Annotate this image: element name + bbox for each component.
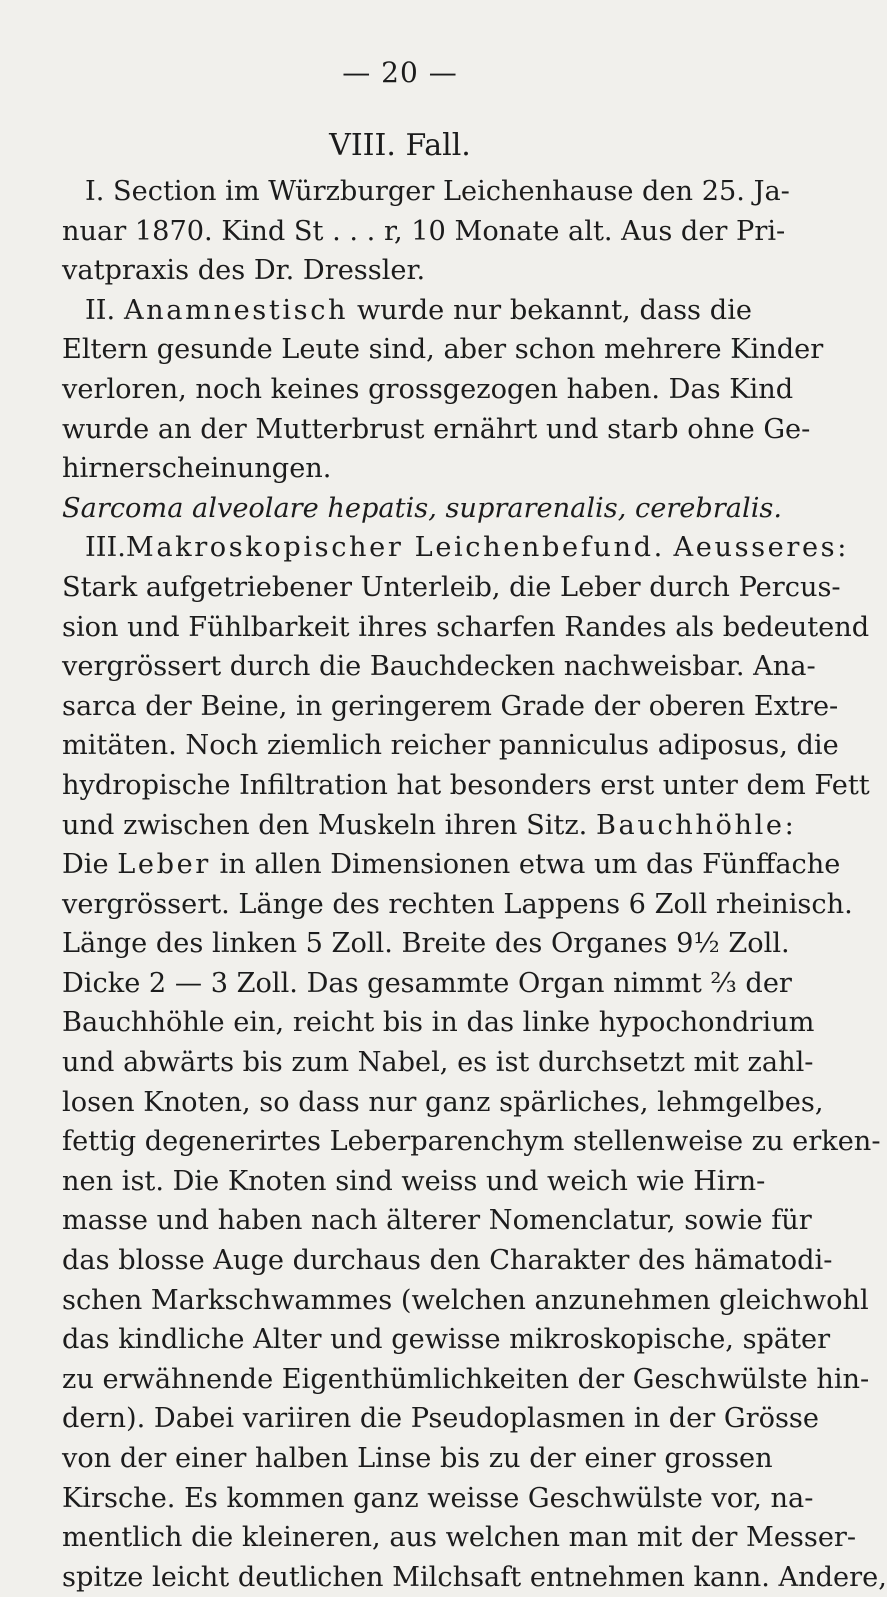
text-line: hydropische Infiltration hat besonders erst unter dem Fett <box>62 769 870 801</box>
text-line: hirnerscheinungen. <box>62 453 332 485</box>
text-line: II. Anamnestisch wurde nur bekannt, dass die <box>85 294 752 326</box>
text-line: sarca der Beine, in geringerem Grade der oberen Extre- <box>62 690 839 722</box>
text-line: sion und Fühlbarkeit ihres scharfen Randes als bedeutend <box>62 611 870 643</box>
section-ii-number: II. <box>85 294 116 326</box>
text-line: Bauchhöhle ein, reicht bis in das linke hypochondrium <box>62 1007 815 1039</box>
text-line: vatpraxis des Dr. Dressler. <box>62 255 426 287</box>
text-line: und abwärts bis zum Nabel, es ist durchsetzt mit zahl- <box>62 1047 814 1079</box>
page-number: — 20 — <box>342 56 458 89</box>
text-line: vergrössert. Länge des rechten Lappens 6 Zoll rheinisch. <box>62 888 853 920</box>
text-line: Stark aufgetriebener Unterleib, die Leber durch Percus- <box>62 571 841 603</box>
body-text <box>62 172 887 1597</box>
text-line: mentlich die kleineren, aus welchen man mit der Messer- <box>62 1522 857 1554</box>
text-line: Kirsche. Es kommen ganz weisse Geschwülste vor, na- <box>62 1482 814 1514</box>
text-line: von der einer halben Linse bis zu der einer grossen <box>62 1443 773 1474</box>
text-line: Eltern gesunde Leute sind, aber schon mehrere Kinder <box>62 334 824 366</box>
text-line: schen Markschwammes (welchen anzunehmen gleichwohl <box>62 1284 869 1316</box>
section-iii-number: III. <box>85 532 126 564</box>
text-line: Die Leber in allen Dimensionen etwa um das Fünffache <box>62 849 841 881</box>
text-line: spitze leicht deutlichen Milchsaft entnehmen kann. Andere, <box>62 1561 887 1593</box>
anamnesis-label: Anamnestisch <box>123 294 349 326</box>
text-line: zu erwähnende Eigenthümlichkeiten der Geschwülste hin- <box>62 1363 870 1395</box>
text-line: fettig degenerirtes Leberparenchym stellenweise zu erken- <box>62 1126 881 1158</box>
liver-label: Leber <box>117 849 211 881</box>
text-line: mitäten. Noch ziemlich reicher panniculus adiposus, die <box>62 730 839 762</box>
exterior-label: Aeusseres: <box>673 532 849 564</box>
text-line: nuar 1870. Kind St . . . r, 10 Monate alt. Aus der Pri- <box>62 215 786 247</box>
text-line: vergrössert durch die Bauchdecken nachweisbar. Ana- <box>62 651 816 683</box>
case-heading: VIII. Fall. <box>329 128 471 163</box>
text-line: wurde an der Mutterbrust ernährt und starb ohne Ge- <box>62 413 811 445</box>
text-line: das blosse Auge durchaus den Charakter des hämatodi- <box>62 1245 833 1277</box>
text-line: das kindliche Alter und gewisse mikroskopische, später <box>62 1324 831 1356</box>
text-line: Länge des linken 5 Zoll. Breite des Organes 9½ Zoll. <box>62 928 790 960</box>
text-line: und zwischen den Muskeln ihren Sitz. Bauchhöhle: <box>62 809 797 841</box>
diagnosis-line: Sarcoma alveolare hepatis, suprarenalis, cerebralis. <box>62 492 782 524</box>
section-i-number: I. <box>85 176 105 207</box>
text-line: losen Knoten, so dass nur ganz spärliches, lehmgelbes, <box>62 1086 824 1118</box>
text-line <box>62 528 849 568</box>
text-line: verloren, noch keines grossgezogen haben. Das Kind <box>62 373 794 405</box>
text-line: masse und haben nach älterer Nomenclatur, sowie für <box>62 1205 812 1237</box>
text-line: nen ist. Die Knoten sind weiss und weich wie Hirn- <box>62 1165 766 1197</box>
findings-label: Makroskopischer Leichenbefund. <box>125 532 665 564</box>
text-line: dern). Dabei variiren die Pseudoplasmen in der Grösse <box>62 1403 819 1435</box>
abdomen-label: Bauchhöhle: <box>595 809 797 841</box>
text-line: Dicke 2 — 3 Zoll. Das gesammte Organ nimmt ⅔ der <box>62 967 792 999</box>
text-line: I. Section im Würzburger Leichenhause den 25. Ja- <box>85 176 790 207</box>
